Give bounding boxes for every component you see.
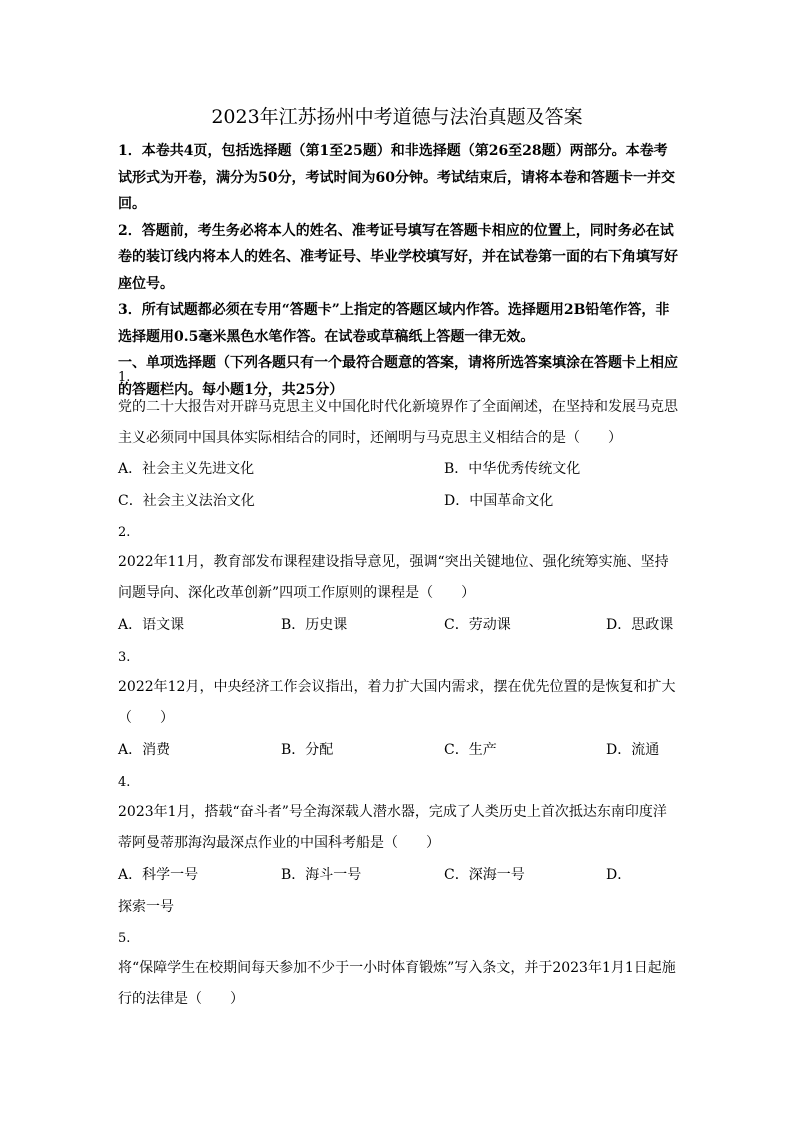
instructions [118,138,678,403]
question-1-option-b: B．中华优秀传统文化 [444,461,581,477]
question-1-option-c: C．社会主义法治文化 [118,493,255,509]
instruction-3: 3．所有试题都必须在专用“答题卡”上指定的答题区域内作答。选择题用2B铅笔作答，非选择题用0.5毫米黑色水笔作答。在试卷或草稿纸上答题一律无效。 [118,302,670,345]
question-3-option-a: A．消费 [118,742,171,758]
question-3-option-c: C．生产 [444,742,497,758]
question-1-option-d: D．中国革命文化 [444,493,554,509]
question-2-option-a: A．语文课 [118,617,185,633]
question-2-option-d: D．思政课 [606,617,674,633]
question-2-option-b: B．历史课 [281,617,348,633]
question-3-stem: 2022年12月，中央经济工作会议指出，着力扩大国内需求，摆在优先位置的是恢复和扩大（ ） [118,679,676,726]
document-title: 2023年江苏扬州中考道德与法治真题及答案 [211,106,583,128]
question-3-option-d: D．流通 [606,742,660,758]
question-4-option-d: D． [606,867,632,883]
instruction-1: 1．本卷共4页，包括选择题（第1至25题）和非选择题（第26至28题）两部分。本卷考试形式为开卷，满分为50分，考试时间为60分钟。考试结束后，请将本卷和答题卡一并交回。 [118,143,675,212]
question-4-option-c: C．深海一号 [444,867,525,883]
question-3-option-b: B．分配 [281,742,334,758]
question-2-number: 2. [118,525,131,540]
question-1-option-a: A．社会主义先进文化 [118,461,255,477]
question-5-number: 5. [118,931,131,946]
question-3-number: 3. [118,650,131,665]
question-4-option-b: B．海斗一号 [281,867,362,883]
question-5-stem: 将“保障学生在校期间每天参加不少于一小时体育锻炼”写入条文，并于2023年1月1日起施行的法律是（ ） [118,960,676,1007]
question-4-option-a: A．科学一号 [118,867,199,883]
question-2-stem: 2022年11月，教育部发布课程建设指导意见，强调“突出关键地位、强化统筹实施、坚持问题导向、深化改革创新”四项工作原则的课程是（ ） [118,554,669,601]
question-4-stem: 2023年1月，搭载“奋斗者”号全海深载人潜水器，完成了人类历史上首次抵达东南印度洋蒂阿曼蒂那海沟最深点作业的中国科考船是（ ） [118,804,667,851]
section-heading: 一、单项选择题（下列各题只有一个最符合题意的答案，请将所选答案填涂在答题卡上相应的答题栏内。每小题1分，共25分） [118,355,678,398]
instruction-2: 2．答题前，考生务必将本人的姓名、准考证号填写在答题卡相应的位置上，同时务必在试卷的装订线内将本人的姓名、准考证号、毕业学校填写好，并在试卷第一面的右下角填写好座位号。 [118,222,678,292]
question-1-number: 1. [118,370,131,385]
question-4-number: 4. [118,775,131,790]
question-2-option-c: C．劳动课 [444,617,511,633]
question-4-option-d-text: 探索一号 [118,899,174,915]
question-1-stem: 党的二十大报告对开辟马克思主义中国化时代化新境界作了全面阐述，在坚持和发展马克思主义必须同中国具体实际相结合的同时，还阐明与马克思主义相结合的是（ ） [118,399,678,446]
